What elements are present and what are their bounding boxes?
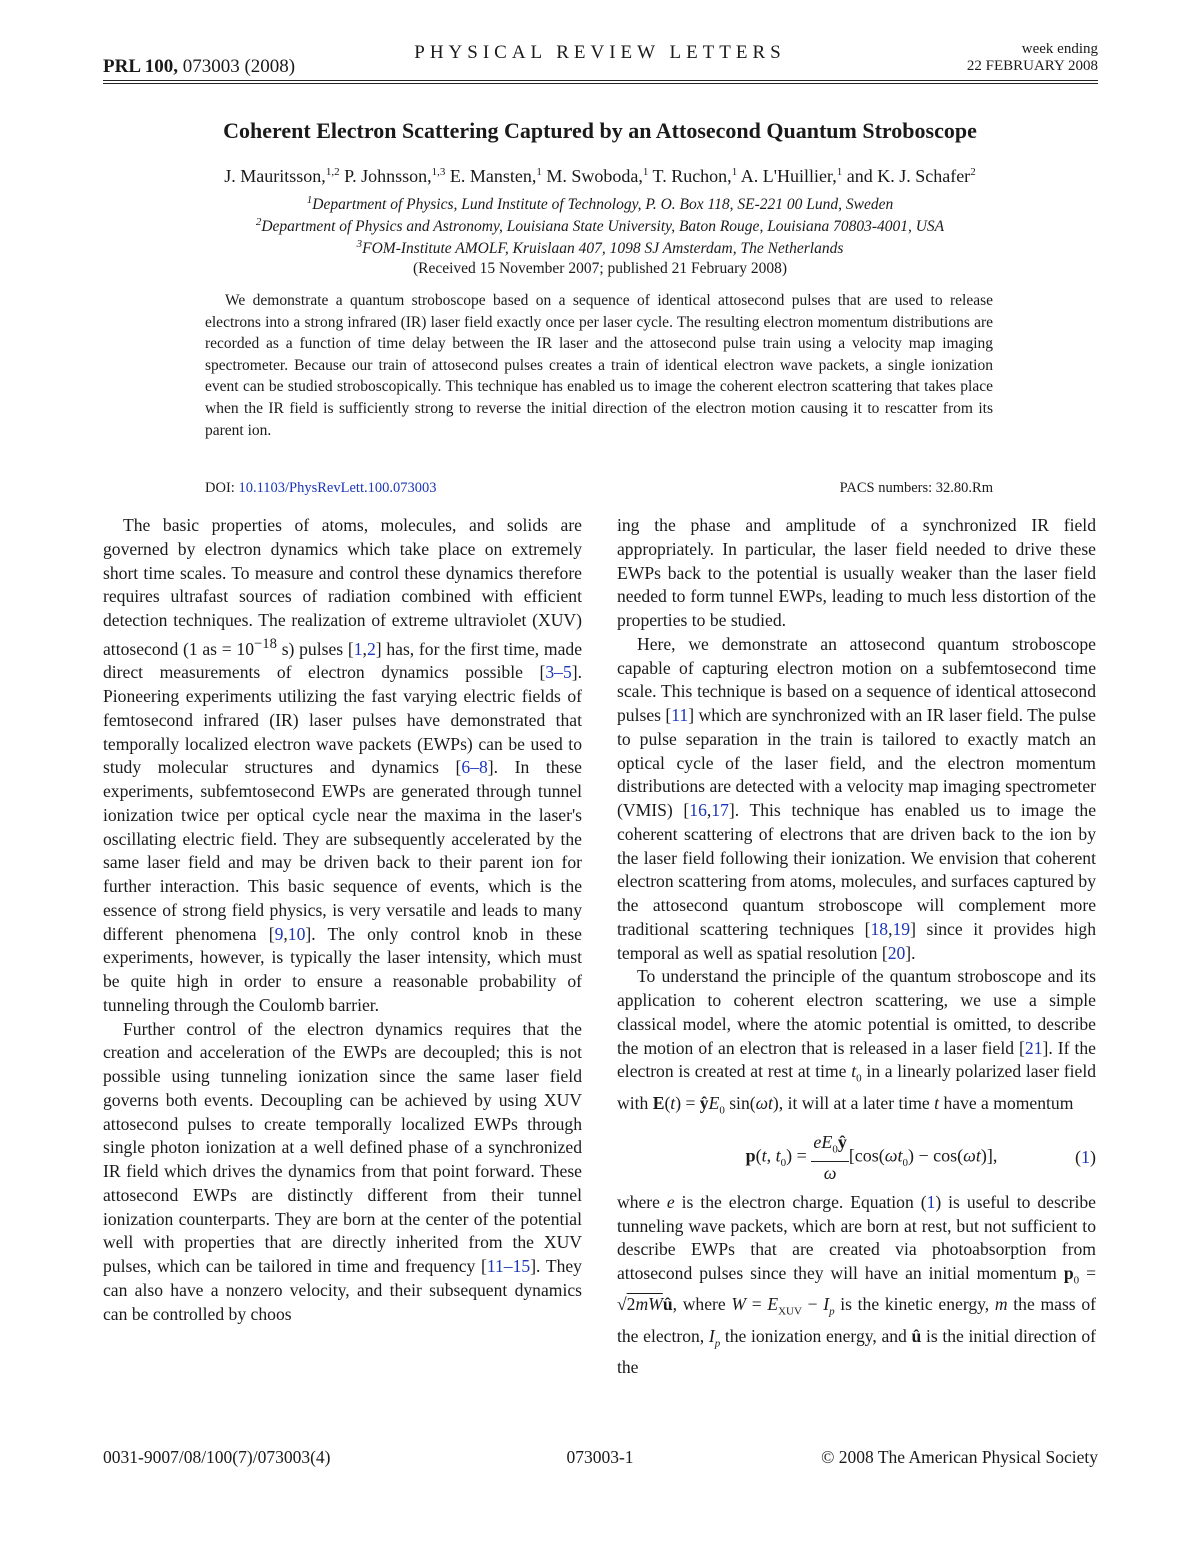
- equation-link[interactable]: 1: [926, 1191, 936, 1212]
- doi-label: DOI:: [205, 480, 235, 496]
- author-list: [0, 166, 1200, 187]
- ref-link[interactable]: 3–5: [545, 662, 572, 683]
- paragraph: To understand the principle of the quantum stroboscope and its application to coherent electron scattering, we use a simple classical model, where the atomic potential is omitted, to describe the motion of an electron that is released in a laser field [21]. If the electron is created at rest at time $t_0$ in a linearly polarized laser field with $E(t) = ŷE_0$ sin(ωt), it will at a later time t have a momentum: [617, 966, 1097, 1117]
- author: and K. J. Schafer$^2$: [846, 166, 976, 186]
- citation-volume: PRL 100,: [103, 56, 178, 77]
- ref-link[interactable]: 10: [287, 923, 306, 944]
- page-number: 073003-1: [566, 1447, 634, 1467]
- ref-link[interactable]: 21: [1024, 1037, 1043, 1058]
- paragraph: where e is the electron charge. Equation (1) is useful to describe tunneling wave packets, which are born at rest, but not sufficient to describe EWPs that are created via photoabsorption from attosecond pulses since they will have an initial momentum $p_0$ = √2mWû, where $W = E_{XUV} - I_p$ is the kinetic energy, m the mass of the electron, $I_p$ the ionization energy, and û is the initial direction of the: [617, 1191, 1097, 1377]
- doi-link[interactable]: 10.1103/PhysRevLett.100.073003: [238, 480, 437, 496]
- affiliation-2: $^2$Department of Physics and Astronomy, Louisiana State University, Baton Rouge, Louisiana 70803-4001, USA: [255, 216, 945, 236]
- author: M. Swoboda,$^1$: [546, 166, 649, 186]
- paragraph: Here, we demonstrate an attosecond quantum stroboscope capable of capturing electron motion on a subfemtosecond time scale. This technique is based on a sequence of identical attosecond pulses [11] which are synchronized with an IR laser field. The pulse to pulse separation in the train is tailored to exactly match an optical cycle of the laser field, and the electron momentum distributions are detected with a velocity map imaging spectrometer (VMIS) [16,17]. This technique has enabled us to image the coherent scattering of electrons that are driven back to the ion by the laser field following their ionization. We envision that coherent electron scattering from atoms, molecules, and surfaces captured by the attosecond quantum stroboscope will complement more traditional scattering techniques [18,19] since it provides high temporal as well as spatial resolution [20].: [617, 633, 1097, 963]
- author: T. Ruchon,$^1$: [652, 166, 738, 186]
- citation-number: 073003 (2008): [182, 56, 296, 77]
- ref-link[interactable]: 16: [689, 800, 707, 820]
- affiliation-1: $^1$Department of Physics, Lund Institute of Technology, P. O. Box 118, SE-221 00 Lund, Sweden: [306, 194, 894, 214]
- equation-1: p(t, $t_0$) = $\frac{eE_0ŷ}{\omega}$ $[\cos(\omega t_0) - \cos(\omega t)]$, (1): [745, 1132, 1096, 1184]
- pacs-numbers: PACS numbers: 32.80.Rm: [839, 480, 993, 496]
- author: J. Mauritsson,$^{1,2}$: [224, 166, 340, 186]
- paragraph: Further control of the electron dynamics requires that the creation and acceleration of the EWPs are decoupled; this is not possible using tunneling ionization since the same laser field governs both events. Decoupling can be achieved by using XUV attosecond pulses to create temporally localized EWPs through single photon ionization at a well defined phase of a synchronized IR field which drives the dynamics from that point forward. These attosecond EWPs are distinctly different from their tunnel ionization counterparts. They are born at the center of the potential well with properties that are directly inherited from the XUV pulses, which can be tailored in time and frequency [11–15]. They can also have a nonzero velocity, and their subsequent dynamics can be controlled by choos: [103, 1018, 582, 1324]
- ref-link[interactable]: 17: [711, 800, 729, 820]
- paragraph: ing the phase and amplitude of a synchronized IR field appropriately. In particular, the laser field needed to drive these EWPs back to the potential is usually weaker than the laser field needed to form tunnel EWPs, leading to much less distortion of the properties to be studied.: [617, 515, 1096, 630]
- ref-link[interactable]: 11: [671, 705, 689, 725]
- received-dates: (Received 15 November 2007; published 21 February 2008): [412, 260, 788, 277]
- week-ending-date: 22 FEBRUARY 2008: [966, 58, 1098, 74]
- affiliation-3: $^3$FOM-Institute AMOLF, Kruislaan 407, 1098 SJ Amsterdam, The Netherlands: [356, 238, 844, 258]
- ref-link[interactable]: 1: [353, 638, 363, 659]
- author: P. Johnsson,$^{1,3}$: [344, 166, 446, 186]
- ref-link[interactable]: 20: [887, 942, 906, 963]
- ref-link[interactable]: 11–15: [486, 1256, 531, 1277]
- paper-title: Coherent Electron Scattering Captured by an Attosecond Quantum Stroboscope: [223, 118, 977, 143]
- journal-name: PHYSICAL REVIEW LETTERS: [414, 42, 786, 63]
- doi: [205, 480, 436, 497]
- author: E. Mansten,$^1$: [449, 166, 542, 186]
- header-rule-2: [103, 83, 1098, 84]
- left-column: [103, 514, 582, 1326]
- copyright: © 2008 The American Physical Society: [821, 1447, 1098, 1467]
- issn: 0031-9007/08/100(7)/073003(4): [103, 1447, 331, 1467]
- week-ending-label: week ending: [1021, 41, 1098, 57]
- ref-link[interactable]: 2: [366, 638, 376, 659]
- paragraph: The basic properties of atoms, molecules, and solids are governed by electron dynamics which take place on extremely short time scales. To measure and control these dynamics therefore requires ultrafast sources of radiation combined with efficient detection techniques. The realization of extreme ultraviolet (XUV) attosecond (1 as = $10^{-18}$ s) pulses [1,2] has, for the first time, made direct measurements of electron dynamics possible [3–5]. Pioneering experiments utilizing the fast varying electric fields of femtosecond infrared (IR) laser pulses have demonstrated that temporally localized electron wave packets (EWPs) can be used to study molecular structures and dynamics [6–8]. In these experiments, subfemtosecond EWPs are generated through tunnel ionization twice per optical cycle near the maxima in the laser's oscillating electric field. They are subsequently accelerated by the same laser field and may be driven back to their parent ion for further interaction. This basic sequence of events, which is the essence of strong field physics, is very versatile and leads to many different phenomena [9,10]. The only control knob in these experiments, however, is typically the laser intensity, which must be quite high in order to ensure a reasonable probability of tunneling through the Coulomb barrier.: [103, 515, 583, 1015]
- abstract: We demonstrate a quantum stroboscope based on a sequence of identical attosecond pulses that are used to release electrons into a strong infrared (IR) laser field exactly once per laser cycle. The resulting electron momentum distributions are recorded as a function of time delay between the IR laser and the attosecond pulse train using a velocity map imaging spectrometer. Because our train of attosecond pulses creates a train of identical electron wave packets, a single ionization event can be studied stroboscopically. This technique has enabled us to image the coherent electron scattering that takes place when the IR field is sufficiently strong to reverse the initial direction of the electron motion causing it to rescatter from its parent ion.: [205, 292, 993, 439]
- header-rule: [103, 80, 1098, 81]
- author: A. L'Huillier,$^1$: [740, 166, 843, 186]
- ref-link[interactable]: 6–8: [461, 757, 488, 778]
- ref-link[interactable]: 9: [274, 923, 284, 944]
- week-ending: [967, 41, 1098, 75]
- right-column: [617, 514, 1096, 1380]
- ref-link[interactable]: 18: [870, 918, 889, 939]
- ref-link[interactable]: 19: [892, 918, 911, 939]
- equation-number: (1): [1075, 1146, 1096, 1167]
